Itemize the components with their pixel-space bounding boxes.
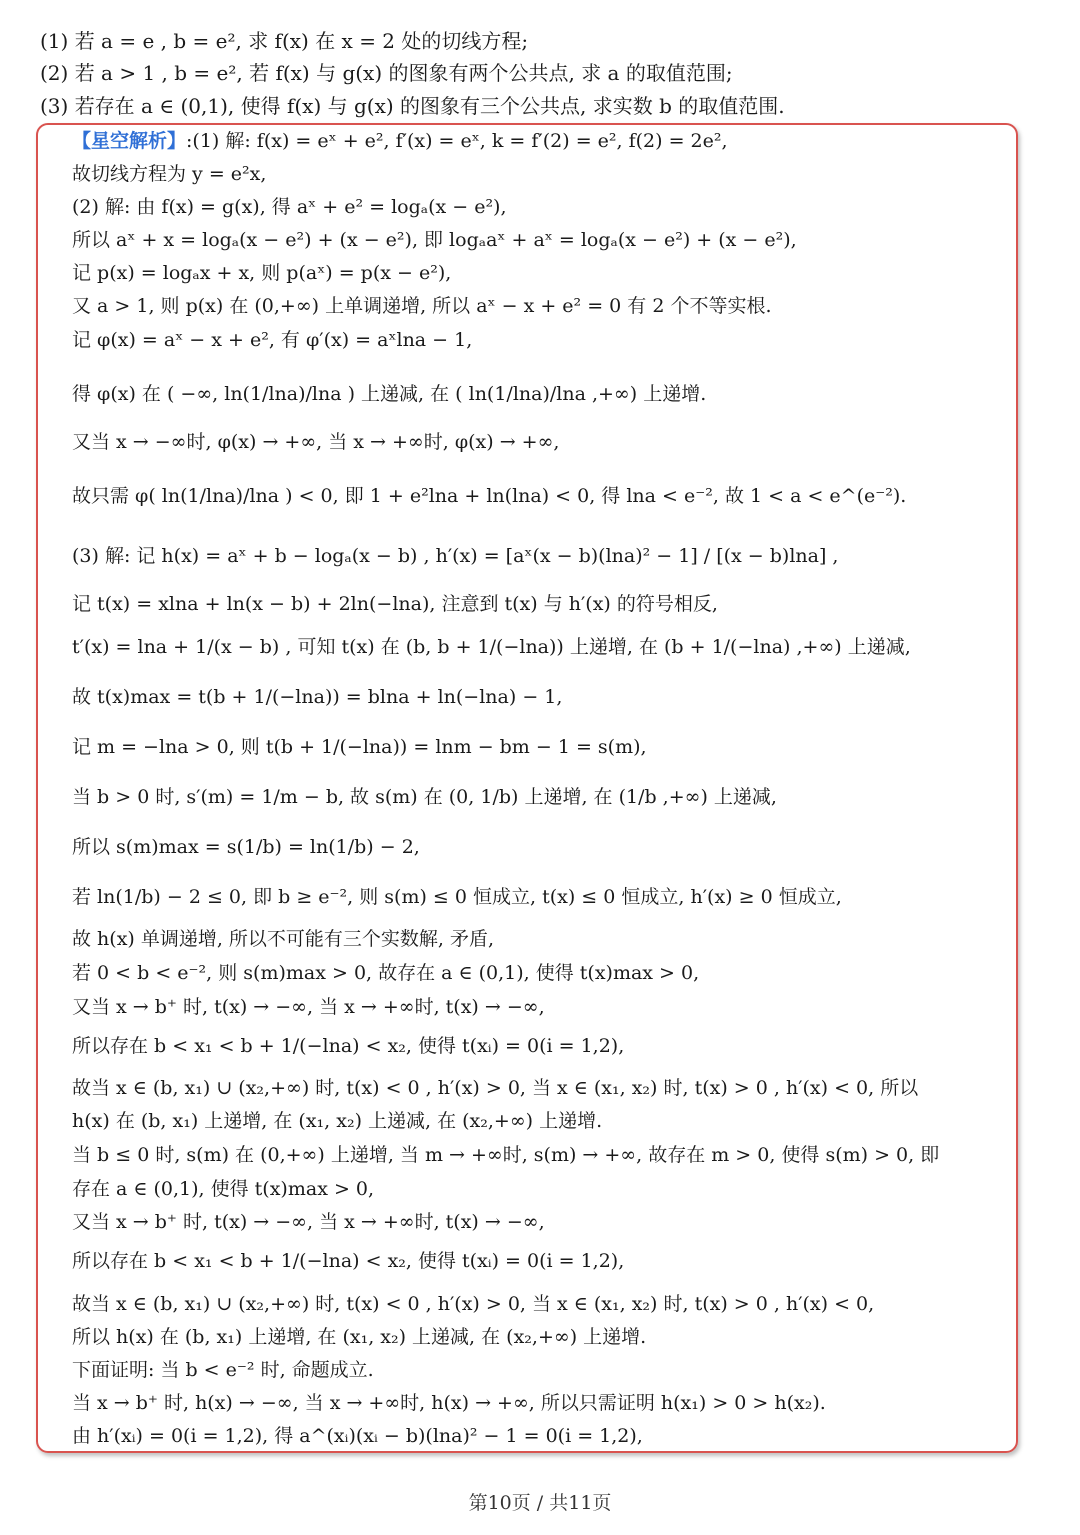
solution-line: 当 b ≤ 0 时, s(m) 在 (0,+∞) 上递增, 当 m → +∞时, s(m) → +∞, 故存在 m > 0, 使得 s(m) > 0, 即 [72, 1144, 940, 1166]
solution-line: 得 φ(x) 在 ( −∞, ln(1/lna)/lna ) 上递减, 在 ( ln(1/lna)/lna ,+∞) 上递增. [72, 383, 707, 405]
solution-line: 当 x → b⁺ 时, h(x) → −∞, 当 x → +∞时, h(x) → +∞, 所以只需证明 h(x₁) > 0 > h(x₂). [72, 1392, 826, 1414]
solution-line: 所以存在 b < x₁ < b + 1/(−lna) < x₂, 使得 t(xᵢ) = 0(i = 1,2), [72, 1250, 625, 1272]
solution-line: 又 a > 1, 则 p(x) 在 (0,+∞) 上单调递增, 所以 aˣ − x + e² = 0 有 2 个不等实根. [72, 295, 772, 317]
solution-line: 又当 x → b⁺ 时, t(x) → −∞, 当 x → +∞时, t(x) → −∞, [72, 996, 545, 1018]
solution-line: 由 h′(xᵢ) = 0(i = 1,2), 得 a^(xᵢ)(xᵢ − b)(lna)² − 1 = 0(i = 1,2), [72, 1425, 643, 1447]
solution-line: 所以 s(m)max = s(1/b) = ln(1/b) − 2, [72, 836, 420, 858]
solution-line: 记 t(x) = xlna + ln(x − b) + 2ln(−lna), 注意到 t(x) 与 h′(x) 的符号相反, [72, 593, 718, 615]
solution-line: 【星空解析】:(1) 解: f(x) = eˣ + e², f′(x) = eˣ, k = f′(2) = e², f(2) = 2e², [72, 130, 728, 152]
solution-line: 故 h(x) 单调递增, 所以不可能有三个实数解, 矛盾, [72, 928, 495, 950]
question-3: (3) 若存在 a ∈ (0,1), 使得 f(x) 与 g(x) 的图象有三个公共点, 求实数 b 的取值范围. [40, 94, 785, 118]
solution-line: 又当 x → −∞时, φ(x) → +∞, 当 x → +∞时, φ(x) → +∞, [72, 431, 560, 453]
solution-line: 下面证明: 当 b < e⁻² 时, 命题成立. [72, 1359, 374, 1381]
solution-line: 故当 x ∈ (b, x₁) ∪ (x₂,+∞) 时, t(x) < 0 , h′(x) > 0, 当 x ∈ (x₁, x₂) 时, t(x) > 0 , h′(x) < 0, [72, 1293, 875, 1315]
solution-line: 记 p(x) = logₐx + x, 则 p(aˣ) = p(x − e²), [72, 262, 452, 284]
solution-tag: 【星空解析】 [72, 130, 187, 152]
solution-line: 所以存在 b < x₁ < b + 1/(−lna) < x₂, 使得 t(xᵢ) = 0(i = 1,2), [72, 1035, 625, 1057]
solution-line: 故 t(x)max = t(b + 1/(−lna)) = blna + ln(−lna) − 1, [72, 686, 563, 708]
solution-line: 故切线方程为 y = e²x, [72, 163, 267, 185]
solution-line: 当 b > 0 时, s′(m) = 1/m − b, 故 s(m) 在 (0, 1/b) 上递增, 在 (1/b ,+∞) 上递减, [72, 786, 777, 808]
solution-line: (2) 解: 由 f(x) = g(x), 得 aˣ + e² = logₐ(x − e²), [72, 196, 507, 218]
solution-line: 若 0 < b < e⁻², 则 s(m)max > 0, 故存在 a ∈ (0,1), 使得 t(x)max > 0, [72, 962, 700, 984]
solution-line: 所以 aˣ + x = logₐ(x − e²) + (x − e²), 即 logₐaˣ + aˣ = logₐ(x − e²) + (x − e²), [72, 229, 797, 251]
page-footer: 第10页 / 共11页 [468, 1492, 612, 1514]
solution-line: 又当 x → b⁺ 时, t(x) → −∞, 当 x → +∞时, t(x) → −∞, [72, 1211, 545, 1233]
solution-line: 所以 h(x) 在 (b, x₁) 上递增, 在 (x₁, x₂) 上递减, 在 (x₂,+∞) 上递增. [72, 1326, 647, 1348]
solution-line: h(x) 在 (b, x₁) 上递增, 在 (x₁, x₂) 上递减, 在 (x₂,+∞) 上递增. [72, 1110, 603, 1132]
solution-line: 存在 a ∈ (0,1), 使得 t(x)max > 0, [72, 1178, 375, 1200]
question-2: (2) 若 a > 1 , b = e², 若 f(x) 与 g(x) 的图象有两个公共点, 求 a 的取值范围; [40, 61, 733, 85]
solution-line: 故只需 φ( ln(1/lna)/lna ) < 0, 即 1 + e²lna + ln(lna) < 0, 得 lna < e⁻², 故 1 < a < e^(e⁻²). [72, 485, 907, 507]
solution-line: 故当 x ∈ (b, x₁) ∪ (x₂,+∞) 时, t(x) < 0 , h′(x) > 0, 当 x ∈ (x₁, x₂) 时, t(x) > 0 , h′(x) < 0, 所以 [72, 1077, 919, 1099]
question-1: (1) 若 a = e , b = e², 求 f(x) 在 x = 2 处的切线方程; [40, 29, 529, 53]
solution-line: (3) 解: 记 h(x) = aˣ + b − logₐ(x − b) , h′(x) = [aˣ(x − b)(lna)² − 1] / [(x − b)lna] , [72, 545, 839, 567]
solution-line: t′(x) = lna + 1/(x − b) , 可知 t(x) 在 (b, b + 1/(−lna)) 上递增, 在 (b + 1/(−lna) ,+∞) 上递减, [72, 636, 911, 658]
solution-line: 若 ln(1/b) − 2 ≤ 0, 即 b ≥ e⁻², 则 s(m) ≤ 0 恒成立, t(x) ≤ 0 恒成立, h′(x) ≥ 0 恒成立, [72, 886, 842, 908]
solution-line: 记 φ(x) = aˣ − x + e², 有 φ′(x) = aˣlna − 1, [72, 329, 473, 351]
solution-line: 记 m = −lna > 0, 则 t(b + 1/(−lna)) = lnm − bm − 1 = s(m), [72, 736, 647, 758]
